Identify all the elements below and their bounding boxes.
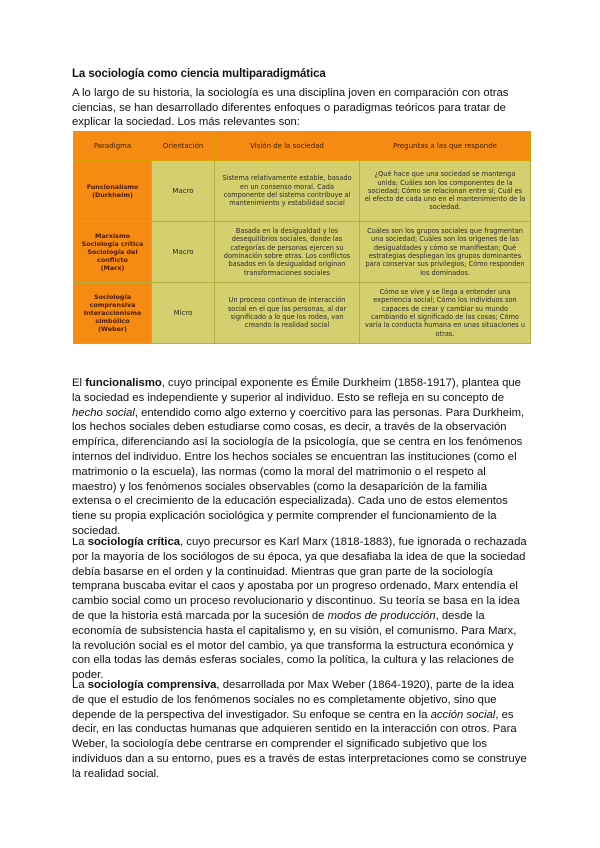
text-run: El bbox=[72, 377, 86, 389]
text-run: , entendido como algo externo y coercitivo para las personas. Para Durkheim, los hechos sociales deben estudiarse como cosas, es decir, a través de la observación empírica, diferenciando así la sociología de la psicología, que se centra en los fenómenos internos del individuo. Entre los hechos sociales se encuentran las instituciones (como el matrimonio o la escuela), las normas (como la moral del matrimonio o el respeto al maestro) y los fenómenos sociales observables (como la desaparición de la familia extensa o el crecimiento de la educación especializada). Cada uno de estos elementos tiene su propia explicación sociológica y permite comprender el funcionamiento de la sociedad. bbox=[72, 406, 525, 537]
document-title: La sociología como ciencia multiparadigmática bbox=[72, 68, 326, 80]
paragraph-sociologia-critica bbox=[72, 535, 528, 683]
cell-orientacion: Micro bbox=[152, 283, 215, 344]
table-row bbox=[74, 161, 531, 222]
text-run: La bbox=[72, 536, 88, 548]
text-run: , desde la economía de subsistencia hasta el capitalismo y, en su visión, el comunismo. Para Marx, la revolución social es el motor del cambio, ya que transforma la estructura económica y con ella todas las demás esferas sociales, como la política, la cultura y las relaciones de poder. bbox=[72, 609, 517, 682]
text-run: , es decir, en las conductas humanas que adquieren sentido en la interacción con otros. Para Weber, la sociología debe centrarse en comprender el significado subjetivo que los individuos dan a su entorno, pues es a través de estas interpretaciones como se construye la realidad social. bbox=[72, 708, 527, 780]
term-modos-de-produccion: modos de producción bbox=[327, 609, 436, 622]
table-row bbox=[74, 283, 531, 344]
term-hecho-social: hecho social bbox=[72, 406, 135, 419]
cell-vision: Sistema relativamente estable, basado en un consenso moral. Cada componente del sistema contribuye al mantenimiento y estabilidad social bbox=[215, 161, 360, 222]
cell-orientacion: Macro bbox=[152, 222, 215, 283]
cell-preguntas: Cuáles son los grupos sociales que fragmentan una sociedad; Cuáles son los orígenes de las desigualdades y cómo se manifiestan; Qué estrategias despliegan los grupos dominantes para conservar sus privilegios; Cómo responden los dominados. bbox=[360, 222, 531, 283]
table-row bbox=[74, 222, 531, 283]
cell-paradigma: Funcionalismo (Durkheim) bbox=[74, 161, 152, 222]
cell-paradigma: Marxismo Sociología crítica Sociología del conflicto (Marx) bbox=[74, 222, 152, 283]
header-paradigma: Paradigma bbox=[74, 132, 152, 161]
intro-paragraph: A lo largo de su historia, la sociología es una disciplina joven en comparación con otras ciencias, se han desarrollado diferentes enfoques o paradigmas teóricos para tratar de explicar la sociedad. Los más relevantes son: bbox=[72, 87, 509, 129]
cell-paradigma: Sociología comprensiva Interaccionismo simbólico (Weber) bbox=[74, 283, 152, 344]
header-vision: Visión de la sociedad bbox=[215, 132, 360, 161]
text-run: , cuyo precursor es Karl Marx (1818-1883), fue ignorada o rechazada por la mayoría de los sociólogos de su época, ya que desafiaba la idea de que la sociedad debía basarse en el orden y la continuidad. Mientras que gran parte de la sociología temprana buscaba evitar el caos y apostaba por un progreso ordenado, Marx entendía el cambio social como un proceso revolucionario y discontinuo. Su teoría se basa en la idea de que la historia está marcada por la sucesión de bbox=[72, 536, 527, 622]
paragraph-funcionalismo bbox=[72, 376, 528, 539]
term-sociologia-critica: sociología crítica bbox=[87, 536, 181, 548]
paradigms-table bbox=[73, 131, 531, 344]
text-run: , desarrollada por Max Weber (1864-1920), parte de la idea de que el estudio de los fenómenos sociales no es completamente objetivo, sino que depende de la perspectiva del investigador. Su enfoque se centra en la bbox=[72, 679, 514, 721]
term-funcionalismo: funcionalismo bbox=[85, 377, 162, 389]
cell-orientacion: Macro bbox=[152, 161, 215, 222]
term-sociologia-comprensiva: sociología comprensiva bbox=[87, 679, 217, 691]
text-run: La bbox=[72, 679, 88, 691]
text-run: , cuyo principal exponente es Émile Durkheim (1858-1917), plantea que la sociedad es independiente y superior al individuo. Esto se refleja en su concepto de bbox=[72, 377, 521, 404]
term-accion-social: acción social bbox=[430, 708, 496, 721]
cell-preguntas: ¿Qué hace que una sociedad se mantenga unida; Cuáles son los componentes de la sociedad; Cómo se relacionan entre sí; Cuál es el efecto de cada uno en el mantenimiento de la sociedad. bbox=[360, 161, 531, 222]
table-header-row bbox=[74, 132, 531, 161]
cell-preguntas: Cómo se vive y se llega a entender una experiencia social; Cómo los individuos son capaces de crear y cambiar su mundo cambiando el significado de las cosas; Cómo varía la conducta humana en unas situaciones u otras. bbox=[360, 283, 531, 344]
header-preguntas: Preguntas a las que responde bbox=[360, 132, 531, 161]
header-orientacion: Orientación bbox=[152, 132, 215, 161]
cell-vision: Basada en la desigualdad y los desequilibrios sociales, donde las categorías de personas ejercen su dominación sobre otras. Los conflictos basados en la desigualdad originan transformaciones sociales bbox=[215, 222, 360, 283]
paragraph-sociologia-comprensiva bbox=[72, 678, 528, 782]
cell-vision: Un proceso continuo de interacción social en el que las personas, al dar significado a lo que los rodea, van creando la realidad social bbox=[215, 283, 360, 344]
